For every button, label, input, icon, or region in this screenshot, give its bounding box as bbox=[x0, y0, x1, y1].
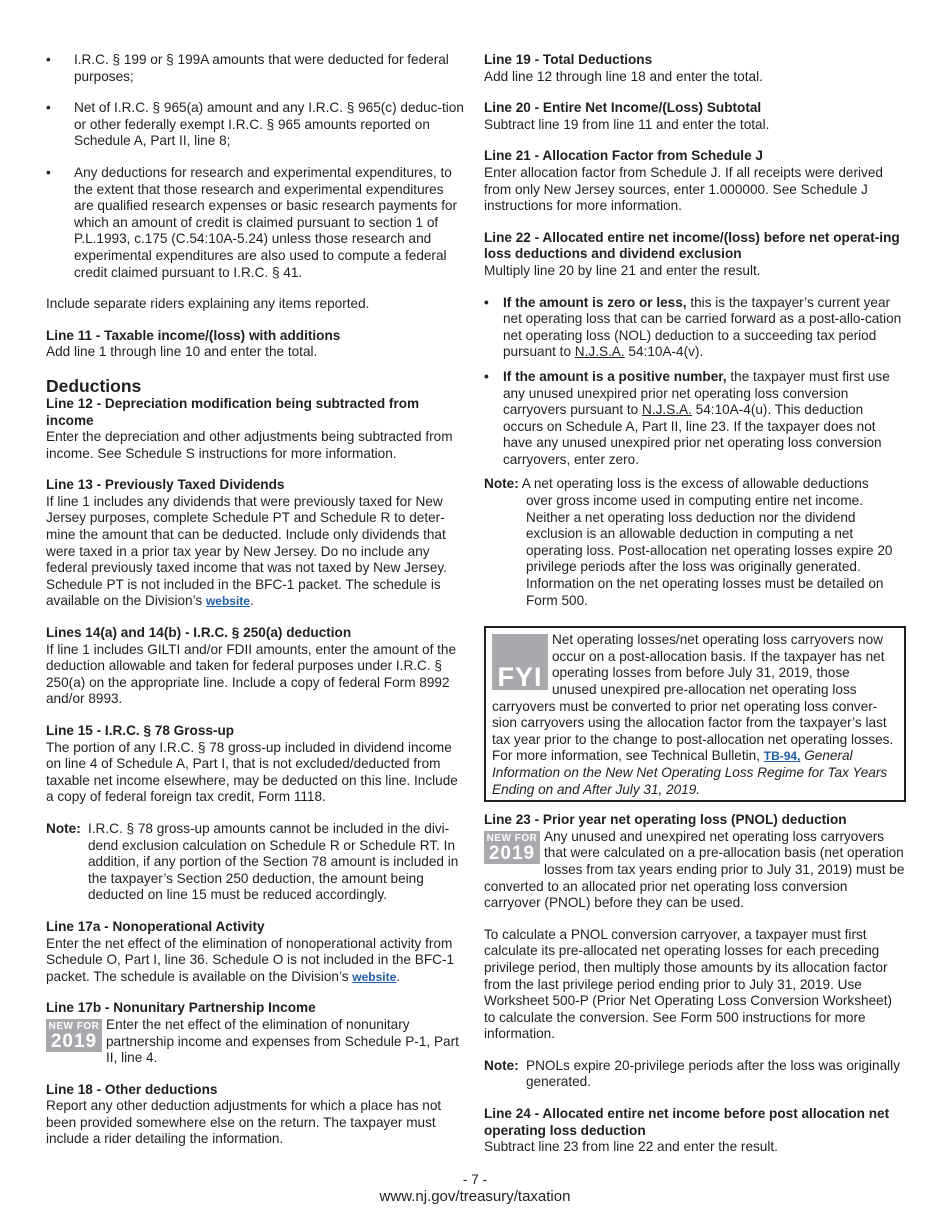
line17a-heading: Line 17a - Nonoperational Activity bbox=[46, 918, 265, 934]
page-number: - 7 - bbox=[462, 1172, 488, 1187]
line13-section bbox=[46, 477, 466, 610]
list-item bbox=[46, 52, 466, 85]
bullet-text: Any deductions for research and experimental expenditures, to the extent that those research and experimental expenditures are qualified research expenses or basic research payments for which an amount of credit is claimed pursuant to section 1 of P.L.1993, c.175 (C.54:10A-5.24) unless those research and experimental expenditures are also used to compute a federal credit claimed pursuant to I.R.C. § 41. bbox=[74, 164, 458, 280]
badge-year-text: 2019 bbox=[50, 1030, 98, 1052]
positive-number-lead: If the amount is a positive number, bbox=[503, 368, 727, 384]
badge-top-text: NEW FOR bbox=[486, 832, 538, 844]
line24-body: Subtract line 23 from line 22 and enter the result. bbox=[484, 1139, 778, 1155]
line15-heading: Line 15 - I.R.C. § 78 Gross-up bbox=[46, 723, 235, 738]
line24-section bbox=[484, 1106, 906, 1156]
footer-url: www.nj.gov/treasury/taxation bbox=[379, 1188, 571, 1205]
line21-body: Enter allocation factor from Schedule J. If all receipts were derived from only New Jersey sources, enter 1.000000. See Schedule J instructions for more information. bbox=[484, 164, 883, 214]
list-item bbox=[46, 165, 466, 281]
line23-body: Any unused and unexpired net operating loss carryovers that were calculated on a pre-allocation basis (net operation losses from tax years ending prior to July 31, 2019) must be converted to an allocated prior net operating loss conversion carryover (PNOL) before they can be used. bbox=[484, 828, 905, 911]
fyi-text: Net operating losses/net operating loss carryovers now occur on a post-allocation basis. If the taxpayer has net operating losses from before July 31, 2019, those unused unexpired pre-allocation net operating loss carryovers must be converted to prior net operating loss conver-sion carryovers using the allocation factor from the taxpayer’s last tax year prior to the change to post-allocation net operating losses. For more information, see Technical Bulletin, bbox=[492, 632, 894, 764]
positive-number-body: the taxpayer must first use any unused unexpired prior net operating loss conversion carryovers pursuant to bbox=[503, 368, 890, 418]
line13-body bbox=[46, 494, 466, 610]
line14-heading: Lines 14(a) and 14(b) - I.R.C. § 250(a) deduction bbox=[46, 625, 352, 641]
note-body: over gross income used in computing entire net income. Neither a net operating loss deduction nor the dividend exclusion is an allowable deduction in computing a net operating loss. Post-allocation net operating losses expire 20 privilege periods after the loss was originally generated. Information on the net operating losses must be detailed on Form 500. bbox=[526, 493, 893, 608]
line17b-section bbox=[46, 1000, 466, 1066]
line23-note bbox=[484, 1058, 906, 1091]
line17a-text: Enter the net effect of the elimination of nonoperational activity from Schedule O, Part I, line 36. Schedule O is not included in the BFC-1 packet. The schedule is available on the Division’s bbox=[46, 935, 455, 984]
note-first-line bbox=[484, 476, 906, 493]
list-item bbox=[484, 369, 906, 469]
line13-text: If line 1 includes any dividends that were previously taxed for New Jersey purposes, complete Schedule PT and Schedule R to deter-mine the amount that can be deducted. Include only dividends that were taxed in a prior tax year by New Jersey. Do no include any federal previously taxed income that was not taxed by New Jersey. Schedule PT is not included in the BFC-1 packet. The schedule is available on the Division’s bbox=[46, 493, 447, 609]
line17b-body: Enter the net effect of the elimination of nonunitary partnership income and expenses from Schedule P-1, Part II, line 4. bbox=[106, 1016, 459, 1066]
bullet-text: Net of I.R.C. § 965(a) amount and any I.R.C. § 965(c) deduc-tion or other federally exempt I.R.C. § 965 amounts reported on Schedule A, Part II, line 8; bbox=[74, 100, 464, 149]
njsa-ref: N.J.S.A. bbox=[574, 344, 625, 360]
line21-section bbox=[484, 148, 906, 214]
line17b-heading: Line 17b - Nonunitary Partnership Income bbox=[46, 1000, 316, 1016]
line18-heading: Line 18 - Other deductions bbox=[46, 1081, 218, 1097]
line20-heading: Line 20 - Entire Net Income/(Loss) Subtotal bbox=[484, 100, 762, 116]
badge-top-text: NEW FOR bbox=[48, 1020, 100, 1032]
line12-body: Enter the depreciation and other adjustments being subtracted from income. See Schedule S instructions for more information. bbox=[46, 429, 453, 461]
note-label: Note: bbox=[484, 1057, 519, 1073]
fyi-bulletin-title: General Information on the New Net Operating Loss Regime for Tax Years Ending on and After July 31, 2019. bbox=[492, 748, 888, 797]
positive-number-end: 54:10A-4(u). This deduction occurs on Schedule A, Part II, line 23. If the taxpayer does not have any unused unexpired prior net operating loss conversion carryovers, enter zero. bbox=[503, 402, 882, 467]
line19-heading: Line 19 - Total Deductions bbox=[484, 52, 653, 67]
left-column bbox=[46, 52, 466, 1148]
note-body: PNOLs expire 20-privilege periods after the loss was originally generated. bbox=[526, 1057, 901, 1090]
line20-body: Subtract line 19 from line 11 and enter the total. bbox=[484, 116, 770, 132]
njsa-ref: N.J.S.A. bbox=[642, 402, 692, 418]
badge-year-text: 2019 bbox=[488, 842, 536, 864]
website-link[interactable]: website bbox=[205, 594, 250, 609]
pnol-paragraph: To calculate a PNOL conversion carryover, a taxpayer must first calculate its pre-allocated net operating losses for each preceding privilege period, then multiply those amounts by its allocation factor from the last privilege period ending prior to July 31, 2019. Use Worksheet 500-P (Prior Net Operating Loss Conversion Worksheet) to calculate the conversion. See Form 500 instructions for more information. bbox=[484, 926, 892, 1042]
line20-section bbox=[484, 100, 906, 133]
right-column bbox=[484, 52, 906, 1156]
line17a-end: . bbox=[396, 968, 401, 984]
zero-or-less-lead: If the amount is zero or less, bbox=[503, 294, 687, 310]
line12-heading: Line 12 - Depreciation modification being subtracted from income bbox=[46, 395, 420, 428]
line23-content bbox=[484, 829, 906, 912]
website-link[interactable]: website bbox=[352, 969, 397, 984]
zero-or-less-end: 54:10A-4(v). bbox=[624, 344, 704, 360]
line15-note bbox=[46, 821, 466, 904]
line17a-body bbox=[46, 936, 466, 986]
new-for-2019-badge bbox=[484, 831, 540, 864]
line19-body: Add line 12 through line 18 and enter the total. bbox=[484, 68, 763, 84]
list-item bbox=[46, 100, 466, 150]
line22-note bbox=[484, 476, 906, 609]
line11-section bbox=[46, 328, 466, 361]
line15-section bbox=[46, 723, 466, 806]
line11-body: Add line 1 through line 10 and enter the total. bbox=[46, 344, 318, 360]
line12-section bbox=[46, 396, 466, 462]
line14-body: If line 1 includes GILTI and/or FDII amounts, enter the amount of the deduction allowable and taken for federal purposes under I.R.C. § 250(a) on the appropriate line. Include a copy of federal Form 8992 and/or 8993. bbox=[46, 641, 457, 707]
deductions-heading: Deductions bbox=[46, 375, 142, 396]
line22-body: Multiply line 20 by line 21 and enter the result. bbox=[484, 262, 761, 278]
zero-or-less-body: this is the taxpayer’s current year net operating loss that can be carried forward as a post-allo-cation net operating loss (NOL) deduction to a succeeding tax period pursuant to bbox=[503, 294, 902, 360]
list-item bbox=[484, 295, 906, 361]
line23-heading: Line 23 - Prior year net operating loss (PNOL) deduction bbox=[484, 812, 847, 828]
line17a-section bbox=[46, 919, 466, 985]
bullet-marker: • bbox=[46, 52, 51, 67]
bullet-marker: • bbox=[46, 164, 51, 180]
line11-heading: Line 11 - Taxable income/(loss) with additions bbox=[46, 327, 341, 343]
zero-or-less-text bbox=[503, 295, 906, 361]
line19-section bbox=[484, 52, 906, 85]
bullet-marker: • bbox=[484, 294, 489, 310]
positive-number-text bbox=[503, 369, 906, 469]
fyi-box bbox=[484, 626, 906, 802]
line24-heading: Line 24 - Allocated entire net income before post allocation net operating loss deduction bbox=[484, 1106, 890, 1138]
line13-heading: Line 13 - Previously Taxed Dividends bbox=[46, 477, 285, 493]
note-label: Note: bbox=[484, 476, 519, 492]
line22-heading: Line 22 - Allocated entire net income/(loss) before net operat-ing loss deductions and dividend exclusion bbox=[484, 229, 900, 262]
note-body: I.R.C. § 78 gross-up amounts cannot be included in the divi-dend exclusion calculation on Schedule R or Schedule RT. In addition, if any portion of the Section 78 amount is included in the taxpayer’s Section 250 deduction, the amount being deducted on line 15 must be reduced accordingly. bbox=[88, 820, 459, 903]
bullet-marker: • bbox=[484, 368, 489, 384]
note-label: Note: bbox=[46, 820, 81, 836]
fyi-body bbox=[492, 632, 898, 798]
riders-text: Include separate riders explaining any items reported. bbox=[46, 296, 370, 312]
line22-section bbox=[484, 230, 906, 280]
line21-heading: Line 21 - Allocation Factor from Schedule J bbox=[484, 148, 763, 164]
addition-bullet-list bbox=[46, 52, 466, 281]
new-for-2019-badge bbox=[46, 1019, 102, 1052]
bullet-marker: • bbox=[46, 100, 51, 116]
line17b-content bbox=[46, 1017, 466, 1067]
tb94-link[interactable]: TB-94, bbox=[763, 749, 801, 764]
line23-section bbox=[484, 812, 906, 912]
line15-body: The portion of any I.R.C. § 78 gross-up included in dividend income on line 4 of Schedule A, Part I, that is not excluded/deducted from taxable net income elsewhere, may be deducted on this line. Include a copy of federal foreign tax credit, Form 1118. bbox=[46, 739, 458, 805]
line13-end: . bbox=[249, 593, 254, 609]
fyi-icon: FYI bbox=[492, 634, 548, 690]
note-first-text: A net operating loss is the excess of allowable deductions bbox=[518, 476, 869, 492]
line18-section bbox=[46, 1082, 466, 1148]
line18-body: Report any other deduction adjustments for which a place has not been provided somewhere else on the return. The taxpayer must include a rider detailing the information. bbox=[46, 1098, 442, 1147]
line14-section bbox=[46, 625, 466, 708]
bullet-text: I.R.C. § 199 or § 199A amounts that were deducted for federal purposes; bbox=[74, 52, 449, 84]
